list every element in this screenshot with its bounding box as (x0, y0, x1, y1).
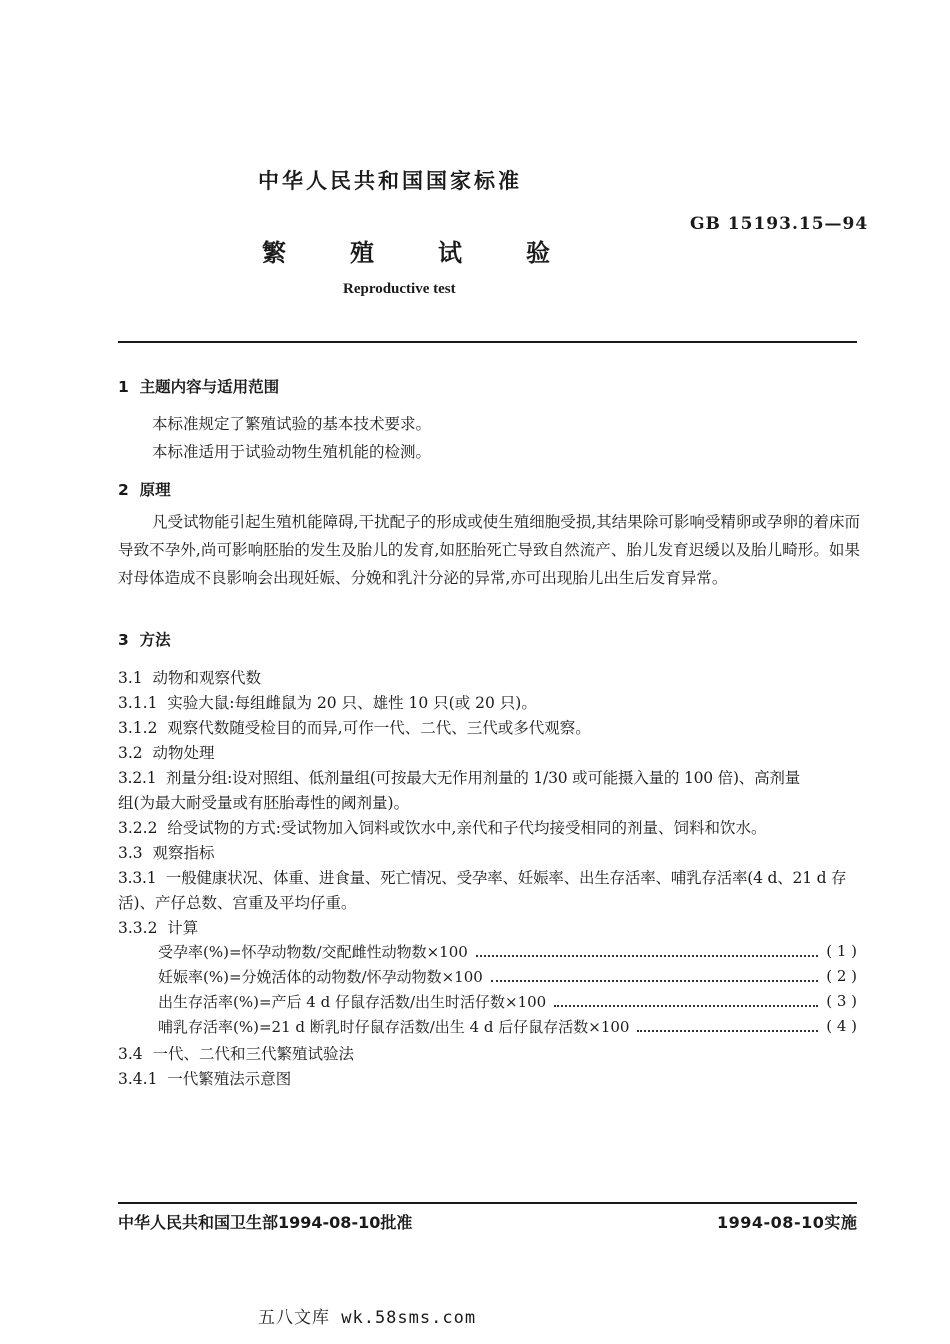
standard-code: GB 15193.15—94 (690, 214, 869, 234)
formula-number: ( 2 ) (826, 967, 857, 985)
formula-row (158, 1014, 857, 1038)
clause-3-4-1: 3.4.1 一代繁殖法示意图 (118, 1070, 292, 1088)
dot-leader (476, 945, 818, 957)
formula-text: 出生存活率(%)=产后 4 d 仔鼠存活数/出生时活仔数×100 (158, 992, 547, 1011)
section-3-heading: 3 方法 (118, 631, 171, 649)
section-2-heading: 2 原理 (118, 481, 171, 499)
formula-number: ( 4 ) (826, 1017, 857, 1035)
title-char: 繁 (262, 239, 286, 267)
clause-3-1-1: 3.1.1 实验大鼠:每组雌鼠为 20 只、雄性 10 只(或 20 只)。 (118, 694, 537, 712)
clause-3-1: 3.1 动物和观察代数 (118, 669, 262, 687)
clause-3-3: 3.3 观察指标 (118, 844, 215, 862)
section-1-line: 本标准规定了繁殖试验的基本技术要求。 (152, 415, 432, 433)
clause-3-3-1: 3.3.1 一般健康状况、体重、进食量、死亡情况、受孕率、妊娠率、出生存活率、哺乳存活率(4 d、21 d 存 (118, 869, 847, 887)
formula-row (158, 989, 857, 1013)
implementation-date: 1994-08-10实施 (717, 1213, 858, 1232)
dot-leader (637, 1020, 818, 1032)
formula-text: 妊娠率(%)=分娩活体的动物数/怀孕动物数×100 (158, 967, 483, 986)
clause-3-1-2: 3.1.2 观察代数随受检目的而异,可作一代、二代、三代或多代观察。 (118, 719, 591, 737)
clause-3-4: 3.4 一代、二代和三代繁殖试验法 (118, 1045, 355, 1063)
title-char: 殖 (350, 239, 374, 267)
dot-leader (554, 995, 818, 1007)
formula-row (158, 939, 857, 963)
dot-leader (491, 970, 818, 982)
clause-3-2-1-cont: 组(为最大耐受量或有胚胎毒性的阈剂量)。 (118, 794, 410, 812)
clause-3-3-1-cont: 活)、产仔总数、宫重及平均仔重。 (118, 894, 357, 912)
formula-text: 受孕率(%)=怀孕动物数/交配雌性动物数×100 (158, 942, 468, 961)
footer-rule (118, 1202, 857, 1204)
clause-3-2: 3.2 动物处理 (118, 744, 215, 762)
clause-3-2-1: 3.2.1 剂量分组:设对照组、低剂量组(可按最大无作用剂量的 1/30 或可能摄入量的 100 倍)、高剂量 (118, 769, 801, 787)
clause-3-3-2: 3.3.2 计算 (118, 919, 199, 937)
formula-number: ( 3 ) (826, 992, 857, 1010)
national-standard-heading: 中华人民共和国国家标准 (258, 169, 522, 193)
watermark-link[interactable]: 五八文库 wk.58sms.com (258, 1308, 477, 1328)
formula-row (158, 964, 857, 988)
formula-number: ( 1 ) (826, 942, 857, 960)
header-rule (118, 341, 857, 343)
approval-line: 中华人民共和国卫生部1994-08-10批准 (118, 1213, 413, 1232)
formula-text: 哺乳存活率(%)=21 d 断乳时仔鼠存活数/出生 4 d 后仔鼠存活数×100 (158, 1017, 630, 1036)
section-2-paragraph: 凡受试物能引起生殖机能障碍,干扰配子的形成或使生殖细胞受损,其结果除可影响受精卵或孕卵的着床而导致不孕外,尚可影响胚胎的发生及胎儿的发育,如胚胎死亡导致自然流产、胎儿发育迟缓以及胎儿畸形。如果对母体造成不良影响会出现妊娠、分娩和乳汁分泌的异常,亦可出现胎儿出生后发育异常。 (118, 513, 860, 587)
section-1-line: 本标准适用于试验动物生殖机能的检测。 (152, 443, 432, 461)
section-1-heading: 1 主题内容与适用范围 (118, 378, 280, 396)
title-en: Reproductive test (343, 281, 456, 297)
title-char: 试 (438, 239, 462, 267)
clause-3-2-2: 3.2.2 给受试物的方式:受试物加入饲料或饮水中,亲代和子代均接受相同的剂量、饲料和饮水。 (118, 819, 767, 837)
title-char: 验 (526, 239, 550, 267)
